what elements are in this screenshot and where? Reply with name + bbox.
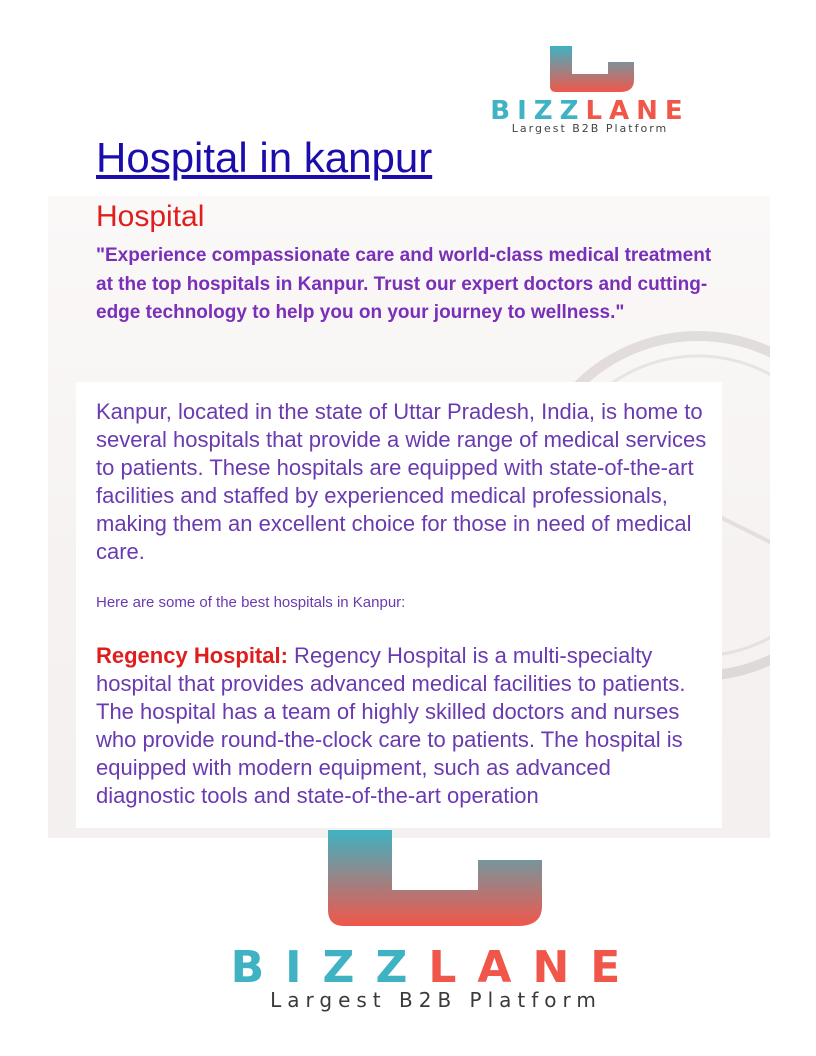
- page-title-link[interactable]: Hospital in kanpur: [96, 134, 433, 181]
- footer-logo-word-part-2: LANE: [428, 942, 642, 993]
- logo-word-part-2: LANE: [585, 96, 690, 126]
- hospital-name: Regency Hospital:: [96, 643, 288, 668]
- footer-logo-wordmark: [96, 942, 776, 993]
- footer-logo-tagline: Largest B2B Platform: [270, 988, 602, 1012]
- hospital-list-lead-in: Here are some of the best hospitals in Kanpur:: [96, 594, 406, 611]
- section-heading: Hospital: [96, 200, 205, 233]
- footer-logo-word-part-1: BIZZ: [230, 942, 429, 993]
- bizzlane-logo-large-icon: [322, 826, 548, 930]
- logo-tagline: Largest B2B Platform: [511, 122, 669, 135]
- logo-wordmark: [460, 98, 720, 124]
- logo-word-part-1: BIZZ: [490, 96, 586, 126]
- hospital-description: Regency Hospital is a multi-specialty hospital that provides advanced medical facilities to patients. The hospital has a team of highly skilled doctors and nurses who provide round-the-clock care to patients. The hospital is equipped with modern equipment, such as advanced diagnostic tools and state-of-the-art operation: [96, 643, 686, 808]
- footer-logo: [96, 826, 776, 1016]
- bizzlane-logo-icon: [546, 44, 638, 94]
- header-logo: [460, 44, 720, 134]
- intro-quote: "Experience compassionate care and world-class medical treatment at the top hospitals in Kanpur. Trust our expert doctors and cutting-edge technology to help you on your journey to wellness.": [96, 245, 712, 323]
- intro-paragraph: Kanpur, located in the state of Uttar Pradesh, India, is home to several hospitals that provide a wide range of medical services to patients. These hospitals are equipped with state-of-the-art facilities and staffed by experienced medical professionals, making them an excellent choice for those in need of medical care.: [96, 399, 707, 564]
- hospital-entry: [96, 642, 716, 810]
